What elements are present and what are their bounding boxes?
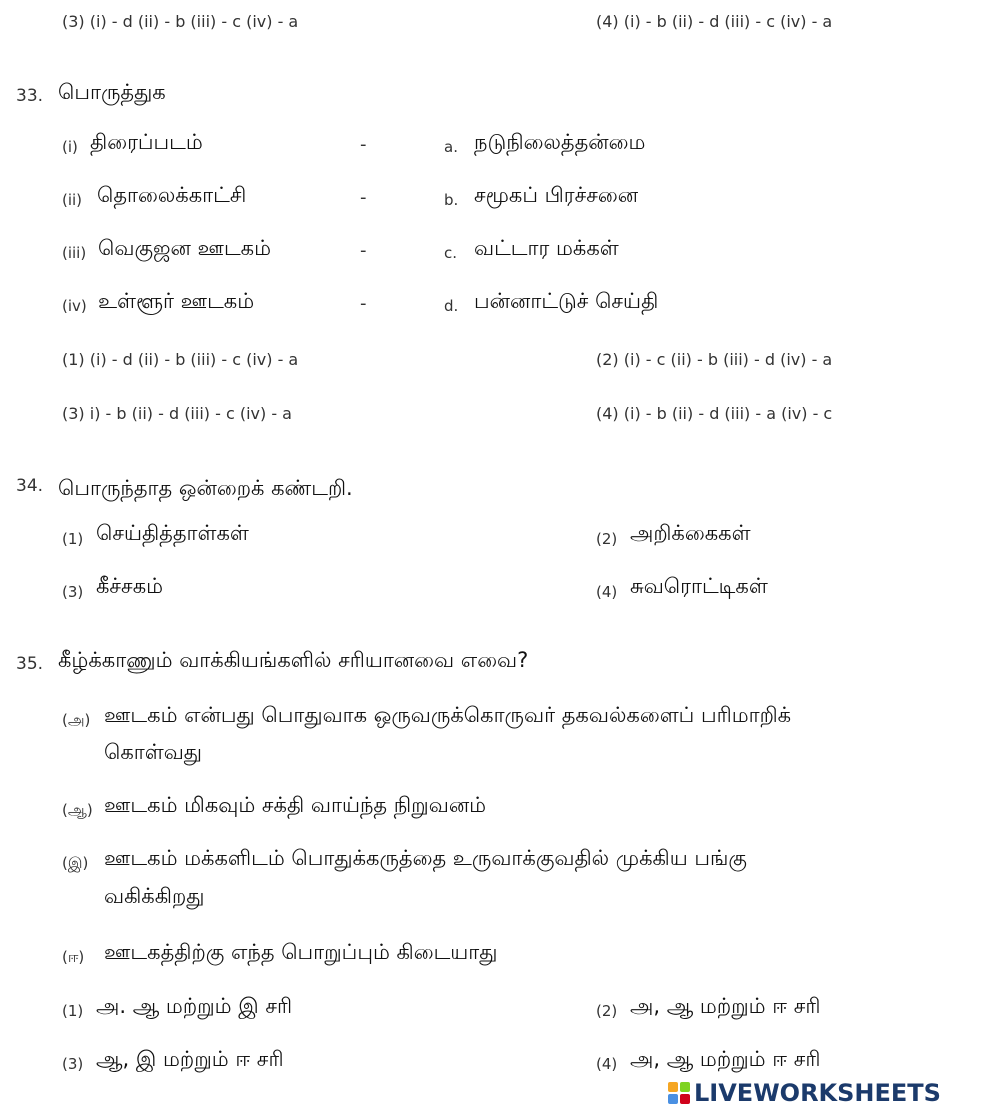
answer-option-2[interactable]: அ, ஆ மற்றும் ஈ சரி — [630, 994, 821, 1018]
question-35-number: 35. — [16, 654, 44, 674]
answer-option-4[interactable]: (4) (i) - b (ii) - d (iii) - a (iv) - c — [596, 404, 833, 423]
match-left-marker: (i) — [62, 138, 78, 156]
logo-square — [668, 1094, 678, 1104]
question-35-title: கீழ்க்காணும் வாக்கியங்களில் சரியானவை எவை? — [58, 648, 529, 672]
answer-option-marker: (2) — [596, 1002, 618, 1020]
logo-square — [680, 1094, 690, 1104]
match-right-marker: b. — [444, 191, 459, 209]
match-left-marker: (iii) — [62, 244, 87, 262]
answer-option-3[interactable]: ஆ, இ மற்றும் ஈ சரி — [96, 1047, 284, 1071]
match-right-item: வட்டார மக்கள் — [474, 236, 619, 260]
question-34-number: 34. — [16, 476, 44, 496]
answer-option-3[interactable]: கீச்சகம் — [96, 574, 164, 598]
prev-option-4: (4) (i) - b (ii) - d (iii) - c (iv) - a — [596, 12, 833, 31]
answer-option-marker: (4) — [596, 583, 618, 601]
match-left-marker: (iv) — [62, 297, 87, 315]
match-right-item: நடுநிலைத்தன்மை — [474, 130, 646, 154]
answer-option-marker: (3) — [62, 1055, 84, 1073]
statement-line: ஊடகம் மிகவும் சக்தி வாய்ந்த நிறுவனம் — [104, 793, 487, 817]
statement-line: ஊடகம் மக்களிடம் பொதுக்கருத்தை உருவாக்குவதில் முக்கிய பங்கு — [104, 846, 747, 870]
match-left-item: வெகுஜன ஊடகம் — [98, 236, 272, 260]
answer-option-marker: (4) — [596, 1055, 618, 1073]
statement-line: ஊடகம் என்பது பொதுவாக ஒருவருக்கொருவர் தகவல்களைப் பரிமாறிக் — [104, 703, 792, 727]
statement-marker: (ஆ) — [62, 801, 93, 819]
statement-marker: (அ) — [62, 711, 91, 729]
liveworksheets-logo — [668, 1076, 941, 1110]
match-right-item: சமூகப் பிரச்சனை — [474, 183, 639, 207]
logo-text: LIVEWORKSHEETS — [694, 1079, 941, 1107]
match-dash: - — [360, 187, 367, 208]
answer-option-4[interactable]: சுவரொட்டிகள் — [630, 574, 768, 598]
answer-option-2[interactable]: (2) (i) - c (ii) - b (iii) - d (iv) - a — [596, 350, 833, 369]
logo-square — [680, 1082, 690, 1092]
match-left-item: உள்ளூர் ஊடகம் — [98, 289, 255, 313]
statement-marker: (இ) — [62, 854, 89, 872]
answer-option-2[interactable]: அறிக்கைகள் — [630, 521, 751, 545]
answer-option-1[interactable]: செய்தித்தாள்கள் — [96, 521, 249, 545]
answer-option-marker: (1) — [62, 530, 84, 548]
answer-option-1[interactable]: அ. ஆ மற்றும் இ சரி — [96, 994, 293, 1018]
answer-option-4[interactable]: அ, ஆ மற்றும் ஈ சரி — [630, 1047, 821, 1071]
logo-squares-icon — [668, 1082, 690, 1104]
statement-line-continued: வகிக்கிறது — [104, 884, 205, 908]
match-right-marker: d. — [444, 297, 459, 315]
match-right-item: பன்னாட்டுச் செய்தி — [474, 289, 659, 313]
answer-option-1[interactable]: (1) (i) - d (ii) - b (iii) - c (iv) - a — [62, 350, 299, 369]
statement-line-continued: கொள்வது — [104, 740, 203, 764]
question-33-number: 33. — [16, 86, 44, 106]
answer-option-3[interactable]: (3) i) - b (ii) - d (iii) - c (iv) - a — [62, 404, 292, 423]
answer-option-marker: (3) — [62, 583, 84, 601]
match-right-marker: a. — [444, 138, 458, 156]
logo-square — [668, 1082, 678, 1092]
statement-marker: (ஈ) — [62, 948, 85, 966]
match-left-marker: (ii) — [62, 191, 83, 209]
match-left-item: தொலைக்காட்சி — [97, 183, 247, 207]
prev-option-3: (3) (i) - d (ii) - b (iii) - c (iv) - a — [62, 12, 299, 31]
question-33-title: பொருத்துக — [58, 80, 166, 104]
question-34-title: பொருந்தாத ஒன்றைக் கண்டறி. — [58, 476, 353, 500]
match-dash: - — [360, 293, 367, 314]
answer-option-marker: (2) — [596, 530, 618, 548]
match-left-item: திரைப்படம் — [90, 130, 203, 154]
statement-line: ஊடகத்திற்கு எந்த பொறுப்பும் கிடையாது — [104, 940, 498, 964]
match-right-marker: c. — [444, 244, 458, 262]
match-dash: - — [360, 240, 367, 261]
answer-option-marker: (1) — [62, 1002, 84, 1020]
match-dash: - — [360, 134, 367, 155]
